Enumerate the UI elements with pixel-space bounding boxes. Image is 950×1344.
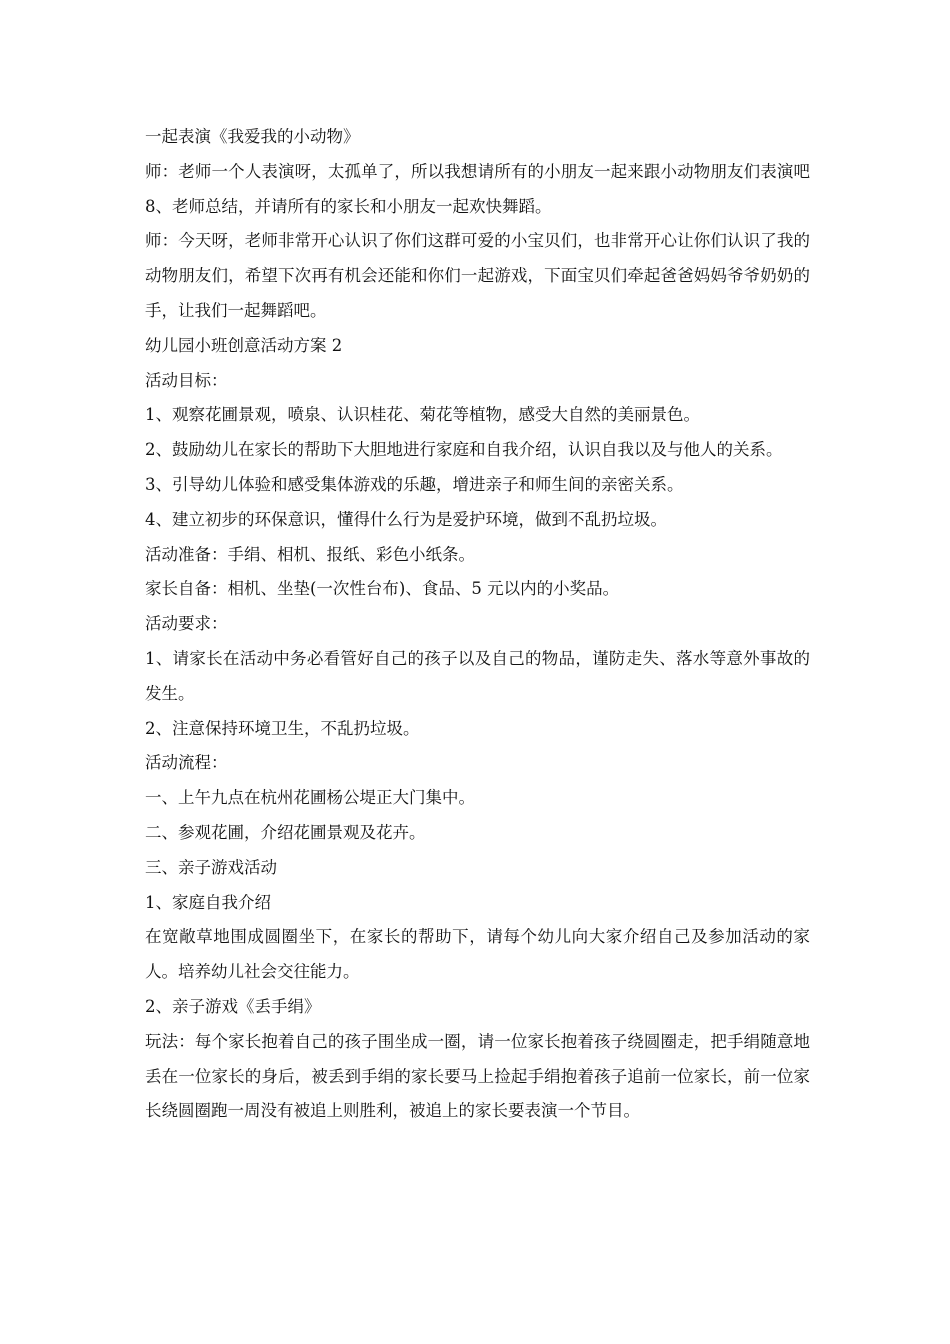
parent-supplies: 家长自备：相机、坐垫(一次性台布)、食品、5 元以内的小奖品。 (145, 579, 620, 599)
paragraph-teacher-invite: 师：老师一个人表演呀，太孤单了，所以我想请所有的小朋友一起来跟小动物朋友们表演吧 8、老师总结，并请所有的家长和小朋友一起欢快舞蹈。 (145, 161, 810, 216)
section-title-plan-2: 幼儿园小班创意活动方案 2 (145, 335, 343, 355)
paragraph-teacher-closing: 师：今天呀，老师非常开心认识了你们这群可爱的小宝贝们，也非常开心让你们认识了我的动物朋友们，希望下次再有机会还能和你们一起游戏，下面宝贝们牵起爸爸妈妈爷爷奶奶的手，让我们一起舞蹈吧。 (145, 231, 810, 320)
paragraph-performance-title: 一起表演《我爱我的小动物》 (145, 127, 360, 146)
heading-activity-goals: 活动目标： (145, 370, 228, 390)
process-step-2: 二、参观花圃，介绍花圃景观及花卉。 (145, 822, 426, 842)
heading-activity-process: 活动流程： (145, 753, 228, 773)
requirement-item-1: 1、请家长在活动中务必看管好自己的孩子以及自己的物品，谨防走失、落水等意外事故的发生。 (145, 648, 810, 703)
process-step-3: 三、亲子游戏活动 (145, 857, 277, 877)
activity-preparation: 活动准备：手绢、相机、报纸、彩色小纸条。 (145, 544, 475, 564)
game-item-1-title: 1、家庭自我介绍 (145, 892, 271, 912)
process-step-1: 一、上午九点在杭州花圃杨公堤正大门集中。 (145, 788, 475, 808)
goal-item-4: 4、建立初步的环保意识，懂得什么行为是爱护环境，做到不乱扔垃圾。 (145, 509, 667, 529)
game-item-1-description: 在宽敞草地围成圆圈坐下，在家长的帮助下，请每个幼儿向大家介绍自己及参加活动的家人。培养幼儿社会交往能力。 (145, 927, 810, 982)
heading-activity-requirements: 活动要求： (145, 614, 228, 634)
game-item-2-title: 2、亲子游戏《丢手绢》 (145, 996, 321, 1016)
game-item-2-rules: 玩法：每个家长抱着自己的孩子围坐成一圈，请一位家长抱着孩子绕圆圈走，把手绢随意地丢在一位家长的身后，被丢到手绢的家长要马上捡起手绢抱着孩子追前一位家长，前一位家长绕圆圈跑一周没有被追上则胜利，被追上的家长要表演一个节目。 (145, 1031, 810, 1121)
requirement-item-2: 2、注意保持环境卫生，不乱扔垃圾。 (145, 718, 420, 738)
goal-item-2: 2、鼓励幼儿在家长的帮助下大胆地进行家庭和自我介绍，认识自我以及与他人的关系。 (145, 440, 783, 460)
goal-item-1: 1、观察花圃景观，喷泉、认识桂花、菊花等植物，感受大自然的美丽景色。 (145, 405, 700, 425)
document-body (145, 120, 810, 1129)
goal-item-3: 3、引导幼儿体验和感受集体游戏的乐趣，增进亲子和师生间的亲密关系。 (145, 474, 684, 494)
